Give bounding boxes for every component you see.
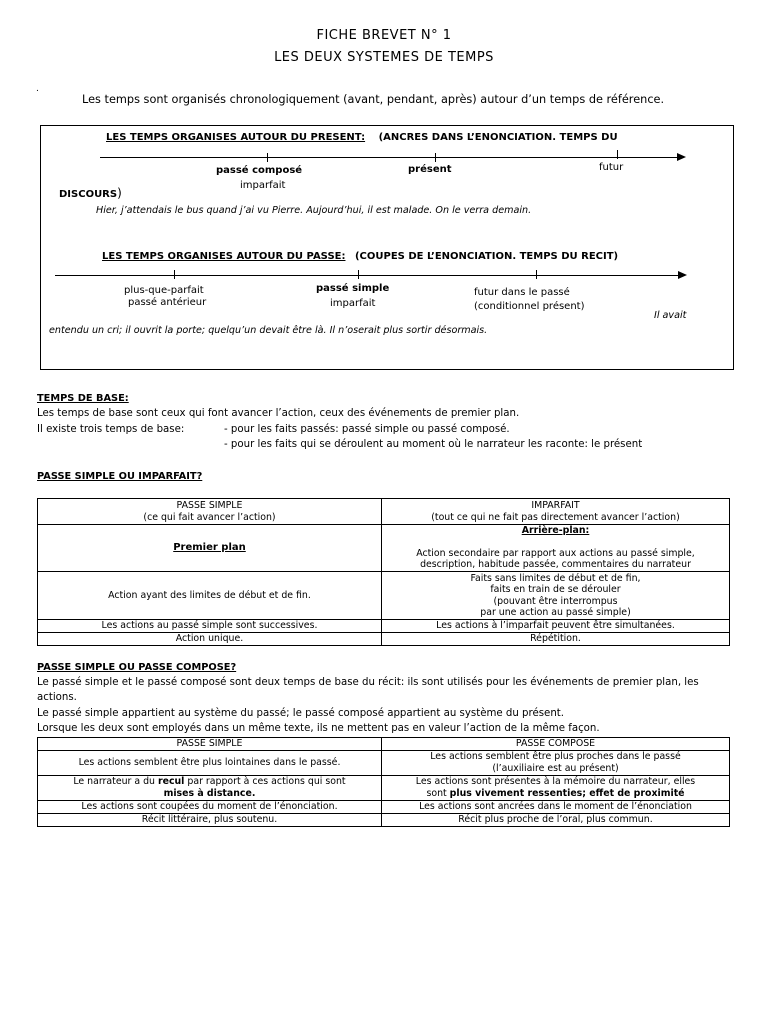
r2-right-c: plus vivement ressenties xyxy=(449,787,583,799)
table-cell xyxy=(382,800,730,813)
premier-plan: Premier plan xyxy=(173,542,246,554)
r2-left-e: . xyxy=(251,787,256,799)
table-row xyxy=(38,572,730,620)
past-example-start: Il avait xyxy=(654,310,687,321)
temps-base-line2b: - pour les faits passés: passé simple ou passé composé. xyxy=(224,424,510,435)
table-cell xyxy=(382,813,730,826)
label-futur-dans-le-passe: futur dans le passé xyxy=(474,287,570,298)
page-subtitle: LES DEUX SYSTEMES DE TEMPS xyxy=(274,50,494,65)
r2-left-b: recul xyxy=(157,776,185,787)
tick-futur-passe xyxy=(536,270,537,279)
label-plus-que-parfait: plus-que-parfait xyxy=(124,285,204,296)
ps-pc-line3: Lorsque les deux sont employés dans un même texte, ils ne mettent pas en valeur l’action de la même façon. xyxy=(37,723,600,734)
past-heading-rest: (COUPES DE L’ENONCIATION. TEMPS DU RECIT) xyxy=(354,251,619,262)
table-cell xyxy=(38,750,382,775)
table-cell xyxy=(382,525,730,572)
present-timeline xyxy=(100,157,678,158)
tick-futur xyxy=(617,150,618,159)
tick-passe-compose xyxy=(267,153,268,162)
present-timeline-arrow xyxy=(677,153,686,161)
table-row xyxy=(38,813,730,826)
table-row xyxy=(38,738,730,751)
label-conditionnel-present: (conditionnel présent) xyxy=(474,301,585,312)
r2-right-l2: faits en train de se dérouler xyxy=(490,584,621,595)
ps-imp-heading: PASSE SIMPLE OU IMPARFAIT? xyxy=(37,471,203,482)
r2-right-b: sont xyxy=(426,787,450,799)
present-heading-rest: (ANCRES DANS L’ENONCIATION. TEMPS DU xyxy=(378,132,618,143)
r2-right-l3: (pouvant être interrompus xyxy=(493,595,618,607)
col-head-pc: PASSE COMPOSE xyxy=(515,738,596,749)
present-heading-wrap xyxy=(106,132,618,143)
r2-right-e: effet de proximité xyxy=(589,787,685,799)
r2-right-l1: Faits sans limites de début et de fin, xyxy=(470,572,641,584)
ps-pc-line1b: actions. xyxy=(37,692,77,703)
table-row xyxy=(38,633,730,646)
arriere-plan-l2: description, habitude passée, commentaires du narrateur xyxy=(420,559,691,571)
table-cell xyxy=(38,525,382,572)
table-row xyxy=(38,800,730,813)
intro-text: Les temps sont organisés chronologiquement (avant, pendant, après) autour d’un temps de référence. xyxy=(82,93,665,106)
stray-dot: . xyxy=(36,84,39,94)
past-example: entendu un cri; il ouvrit la porte; quelqu’un devait être là. Il n’oserait plus sortir désormais. xyxy=(49,325,488,336)
page-title: FICHE BREVET N° 1 xyxy=(316,28,452,43)
label-present: présent xyxy=(408,164,452,175)
present-example: Hier, j’attendais le bus quand j’ai vu Pierre. Aujourd’hui, il est malade. On le verra demain. xyxy=(96,205,532,216)
label-futur: futur xyxy=(599,162,624,173)
table-cell xyxy=(382,499,730,525)
label-passe-anterieur: passé antérieur xyxy=(128,297,207,308)
present-heading-end-wrap xyxy=(59,186,122,200)
table-cell xyxy=(382,738,730,751)
col-head-imp: IMPARFAIT xyxy=(531,500,580,511)
table-cell xyxy=(38,572,382,620)
table-cell xyxy=(382,750,730,775)
r3-left: Les actions sont coupées du moment de l’énonciation. xyxy=(81,800,338,812)
label-passe-compose: passé composé xyxy=(216,165,303,176)
r4-left: Récit littéraire, plus soutenu. xyxy=(141,813,278,825)
arriere-plan-l1: Action secondaire par rapport aux actions au passé simple, xyxy=(416,547,695,559)
table-row xyxy=(38,525,730,572)
table-cell xyxy=(382,633,730,646)
ps-pc-line1: Le passé simple et le passé composé sont deux temps de base du récit: ils sont utilisés pour les événements de premier plan, les xyxy=(37,677,699,688)
arriere-plan: Arrière-plan: xyxy=(521,525,590,537)
table-row xyxy=(38,499,730,525)
r2-left-a: Le narrateur a du xyxy=(73,776,158,787)
temps-base-line3b: - pour les faits qui se déroulent au moment où le narrateur les raconte: le présent xyxy=(224,439,643,450)
r2-right-d: ; xyxy=(582,787,590,799)
table-row xyxy=(38,750,730,775)
r4-left: Action unique. xyxy=(175,633,244,645)
table-cell xyxy=(38,813,382,826)
past-timeline-arrow xyxy=(678,271,687,279)
table-row xyxy=(38,620,730,633)
table-cell xyxy=(382,775,730,800)
past-heading: LES TEMPS ORGANISES AUTOUR DU PASSE: xyxy=(102,251,346,262)
ps-imp-table xyxy=(37,498,730,646)
table-cell xyxy=(38,738,382,751)
tick-plus-que-parfait xyxy=(174,270,175,279)
table-cell xyxy=(38,800,382,813)
ps-pc-table xyxy=(37,737,730,827)
ps-pc-line2: Le passé simple appartient au système du passé; le passé composé appartient au système du présent. xyxy=(37,708,565,719)
table-cell xyxy=(38,633,382,646)
r3-left: Les actions au passé simple sont successives. xyxy=(101,620,318,632)
r2-left-c: par rapport à ces actions qui sont xyxy=(184,776,346,787)
past-heading-wrap xyxy=(102,251,618,262)
present-heading: LES TEMPS ORGANISES AUTOUR DU PRESENT: xyxy=(106,132,366,143)
r2-right-l4: par une action au passé simple) xyxy=(480,607,631,618)
r3-right: Les actions à l’imparfait peuvent être simultanées. xyxy=(436,620,675,632)
col-head-ps: PASSE SIMPLE xyxy=(176,738,243,749)
col-sub-imp: (tout ce qui ne fait pas directement avancer l’action) xyxy=(431,511,680,523)
r1-left: Les actions semblent être plus lointaines dans le passé. xyxy=(78,756,341,768)
table-row xyxy=(38,775,730,800)
table-cell xyxy=(382,572,730,620)
ps-pc-heading: PASSE SIMPLE OU PASSE COMPOSE? xyxy=(37,662,237,673)
r3-right: Les actions sont ancrées dans le moment de l’énonciation xyxy=(419,800,692,812)
paren-close: ) xyxy=(117,186,122,200)
temps-base-heading: TEMPS DE BASE: xyxy=(37,393,129,404)
r4-right: Récit plus proche de l’oral, plus commun. xyxy=(458,813,653,825)
r2-right-a: Les actions sont présentes à la mémoire du narrateur, elles xyxy=(415,776,696,787)
label-imparfait: imparfait xyxy=(240,180,286,191)
r1-right-l1: Les actions semblent être plus proches dans le passé xyxy=(430,751,681,762)
tick-passe-simple xyxy=(358,270,359,279)
label-passe-simple: passé simple xyxy=(316,283,390,294)
table-cell xyxy=(38,499,382,525)
r2-left: Action ayant des limites de début et de fin. xyxy=(108,589,311,601)
table-cell xyxy=(38,620,382,633)
label-imparfait-past: imparfait xyxy=(330,298,376,309)
col-sub-ps: (ce qui fait avancer l’action) xyxy=(143,511,276,523)
tick-present xyxy=(435,153,436,162)
col-head-ps: PASSE SIMPLE xyxy=(176,500,243,511)
temps-base-line2a: Il existe trois temps de base: xyxy=(37,424,185,435)
r2-left-d: mises à distance xyxy=(163,787,252,799)
table-cell xyxy=(38,775,382,800)
past-timeline xyxy=(55,275,680,276)
temps-base-line1: Les temps de base sont ceux qui font avancer l’action, ceux des événements de premier plan. xyxy=(37,408,520,419)
present-heading-end: DISCOURS xyxy=(59,189,118,200)
r1-right-l2: (l’auxiliaire est au présent) xyxy=(492,762,619,774)
r4-right: Répétition. xyxy=(530,633,581,645)
table-cell xyxy=(382,620,730,633)
